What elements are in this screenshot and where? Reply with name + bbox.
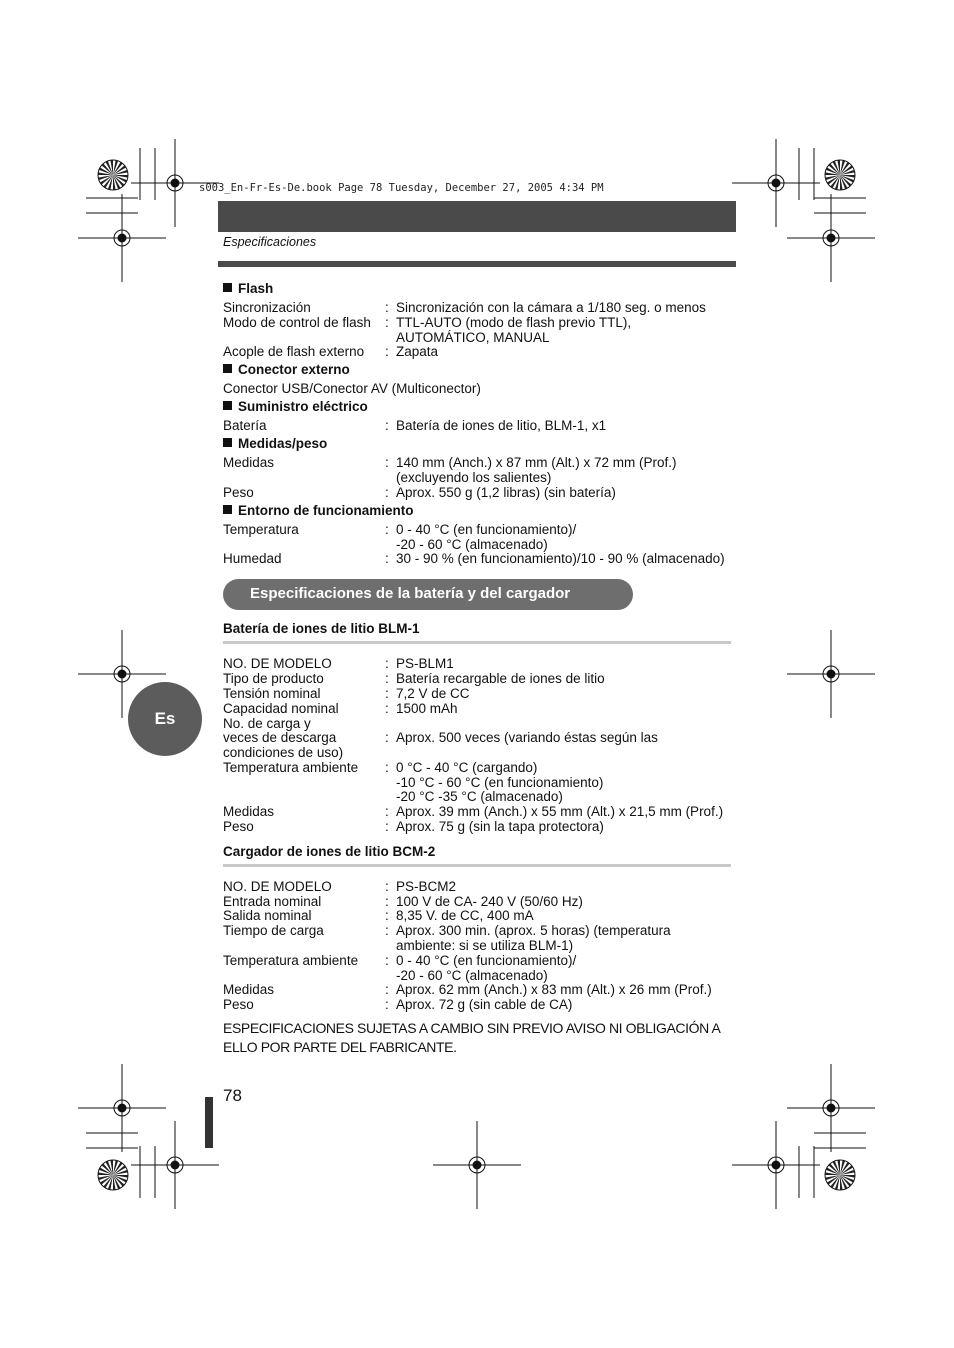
registration-crosshair-icon bbox=[78, 1064, 166, 1152]
section-heading-environment: Entorno de funcionamiento bbox=[223, 503, 414, 518]
starburst-target-icon bbox=[825, 1160, 855, 1190]
starburst-target-icon bbox=[98, 1160, 128, 1190]
registration-crosshair-icon bbox=[787, 194, 875, 282]
language-tab: Es bbox=[128, 682, 202, 756]
battery-charger-section-title: Especificaciones de la batería y del cargador bbox=[223, 579, 633, 610]
battery-heading-rule bbox=[223, 641, 731, 644]
starburst-target-icon bbox=[825, 160, 855, 190]
registration-crosshair-icon bbox=[787, 1064, 875, 1152]
running-head: Especificaciones bbox=[223, 235, 317, 249]
section-heading-flash: Flash bbox=[223, 281, 273, 296]
section-heading-dimensions: Medidas/peso bbox=[223, 436, 327, 451]
page-number: 78 bbox=[223, 1086, 242, 1105]
specifications-notice: ESPECIFICACIONES SUJETAS A CAMBIO SIN PREVIO AVISO NI OBLIGACIÓN A ELLO POR PARTE DEL FABRICANTE. bbox=[223, 1020, 720, 1055]
book-file-line: s003_En-Fr-Es-De.book Page 78 Tuesday, December 27, 2005 4:34 PM bbox=[199, 182, 604, 194]
header-bar bbox=[218, 201, 736, 232]
connector-text: Conector USB/Conector AV (Multiconector) bbox=[223, 381, 481, 396]
battery-heading: Batería de iones de litio BLM-1 bbox=[223, 621, 420, 636]
registration-crosshair-icon bbox=[78, 194, 166, 282]
square-bullet-icon bbox=[223, 401, 232, 410]
registration-crosshair-icon bbox=[787, 630, 875, 718]
charger-heading: Cargador de iones de litio BCM-2 bbox=[223, 844, 436, 859]
page-number-bar bbox=[205, 1097, 213, 1148]
registration-crosshair-icon bbox=[732, 139, 820, 227]
square-bullet-icon bbox=[223, 283, 232, 292]
registration-crosshair-icon bbox=[433, 1121, 521, 1209]
section-heading-connector: Conector externo bbox=[223, 362, 350, 377]
header-rule bbox=[218, 261, 736, 267]
square-bullet-icon bbox=[223, 505, 232, 514]
charger-heading-rule bbox=[223, 864, 731, 867]
square-bullet-icon bbox=[223, 364, 232, 373]
registration-crosshair-icon bbox=[732, 1121, 820, 1209]
square-bullet-icon bbox=[223, 438, 232, 447]
section-heading-power: Suministro eléctrico bbox=[223, 399, 368, 414]
starburst-target-icon bbox=[98, 160, 128, 190]
